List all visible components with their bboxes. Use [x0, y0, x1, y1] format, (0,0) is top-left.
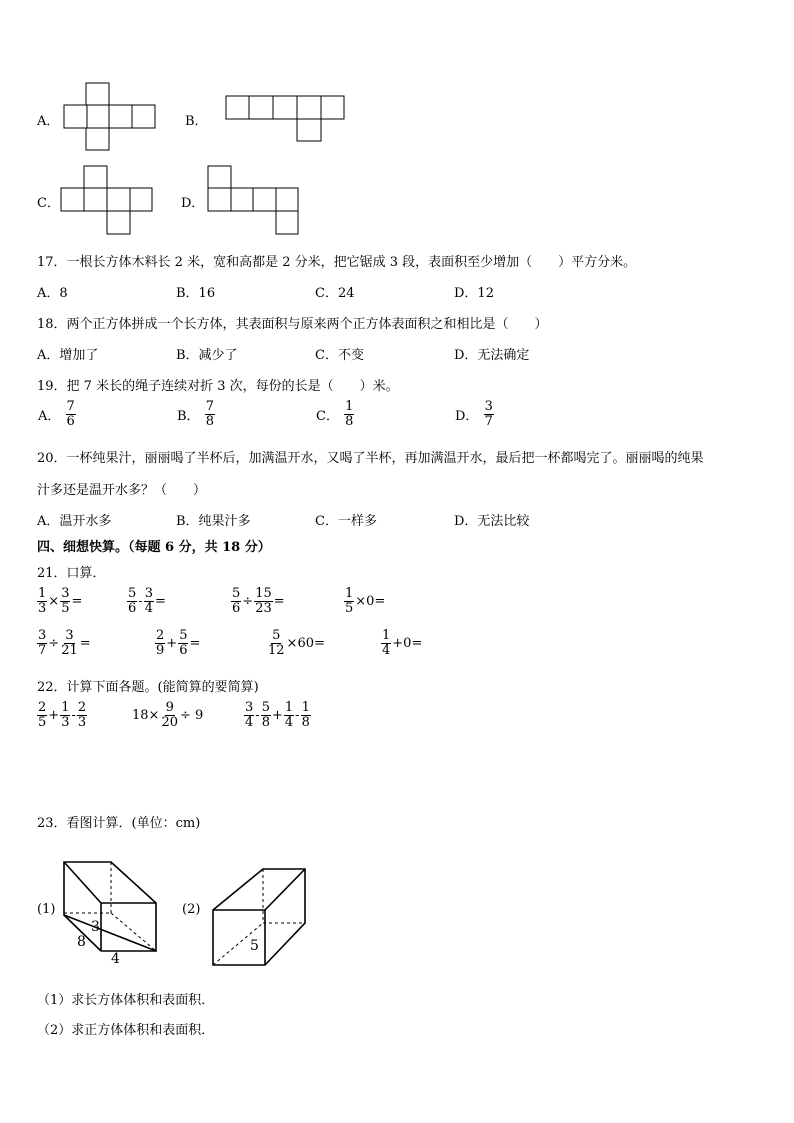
q21-expression-4: $\frac{1}{5}$ ×0=	[345, 586, 386, 616]
q20-option-d: D．无法比较	[454, 514, 530, 529]
q19-option-d-label: D．	[455, 408, 479, 424]
q19-option-a-label: A．	[38, 408, 61, 424]
q18-option-c: C．不变	[315, 348, 364, 363]
q22-calculation-2: 18× $\frac{9}{20}$ ÷ 9	[132, 700, 204, 730]
q17-option-c: C．24	[315, 286, 355, 301]
q19-option-a-fraction: $\frac{7}{6}$	[66, 399, 75, 429]
cuboid-length-label: 4	[111, 951, 120, 967]
q21-expression-1: $\frac{1}{3}$ × $\frac{3}{5}$ =	[38, 586, 83, 616]
q22-calculation-3: $\frac{3}{4}$ - $\frac{5}{8}$ + $\frac{1}{4}$ - $\frac{1}{8}$	[245, 700, 310, 730]
q21-expression-5: $\frac{3}{7}$ ÷ $\frac{3}{21}$ =	[38, 628, 91, 658]
q18-option-d: D．无法确定	[454, 348, 530, 363]
q19-option-c-fraction: $\frac{1}{8}$	[345, 399, 354, 429]
figure-2-label: (2)	[182, 902, 201, 917]
q19-text: 19．把 7 米长的绳子连续对折 3 次，每份的长是（ ）米。	[37, 379, 399, 394]
cuboid-width-label: 8	[77, 934, 86, 950]
option-a-label: A．	[37, 114, 60, 129]
q23-sub-question-2: （2）求正方体体积和表面积．	[37, 1023, 215, 1038]
q19-option-c-label: C．	[316, 408, 339, 424]
q23-sub-question-1: （1）求长方体体积和表面积．	[37, 993, 215, 1008]
section-4-title: 四、细想快算。（每题 6 分，共 18 分）	[37, 540, 271, 555]
q18-text: 18．两个正方体拼成一个长方体，其表面积与原来两个正方体表面积之和相比是（ ）	[37, 317, 548, 332]
q23-title: 23．看图计算．(单位：cm)	[37, 816, 201, 831]
q17-text: 17．一根长方体木料长 2 米，宽和高都是 2 分米，把它锯成 3 段，表面积至少增加（ ）平方分米。	[37, 255, 637, 270]
q19-option-b-fraction: $\frac{7}{8}$	[205, 399, 214, 429]
q20-text-line2: 汁多还是温开水多？（ ）	[37, 483, 207, 498]
q17-option-a: A．8	[37, 286, 68, 301]
figure-1-label: (1)	[37, 902, 56, 917]
q21-expression-3: $\frac{5}{6}$ ÷ $\frac{15}{23}$ =	[232, 586, 285, 616]
q17-option-b: B．16	[176, 286, 216, 301]
q20-option-c: C．一样多	[315, 514, 377, 529]
q22-calculation-1: $\frac{2}{5}$ + $\frac{1}{3}$ - $\frac{2}{3}$	[38, 700, 87, 730]
option-c-label: C．	[37, 196, 60, 211]
q20-option-b: B．纯果汁多	[176, 514, 251, 529]
q19-option-d-fraction: $\frac{3}{7}$	[484, 399, 493, 429]
q18-option-a: A．增加了	[37, 348, 99, 363]
q19-option-b-label: B．	[177, 408, 200, 424]
q21-expression-7: $\frac{5}{12}$ ×60=	[268, 628, 325, 658]
q20-option-a: A．温开水多	[37, 514, 112, 529]
option-d-label: D．	[181, 196, 205, 211]
q20-text-line1: 20．一杯纯果汁，丽丽喝了半杯后，加满温开水，又喝了半杯，再加满温开水，最后把一杯都喝完了。丽丽喝的纯果	[37, 451, 704, 466]
option-b-label: B．	[185, 114, 208, 129]
q18-option-b: B．减少了	[176, 348, 238, 363]
q21-title: 21．口算．	[37, 566, 106, 581]
q21-expression-6: $\frac{2}{9}$ + $\frac{5}{6}$ =	[156, 628, 201, 658]
cuboid-height-label: 3	[91, 919, 100, 935]
q21-expression-2: $\frac{5}{6}$ - $\frac{3}{4}$ =	[128, 586, 166, 616]
q22-title: 22．计算下面各题。(能简算的要简算)	[37, 680, 259, 695]
q21-expression-8: $\frac{1}{4}$ +0=	[382, 628, 423, 658]
q17-option-d: D．12	[454, 286, 494, 301]
cube-edge-label: 5	[250, 938, 259, 954]
